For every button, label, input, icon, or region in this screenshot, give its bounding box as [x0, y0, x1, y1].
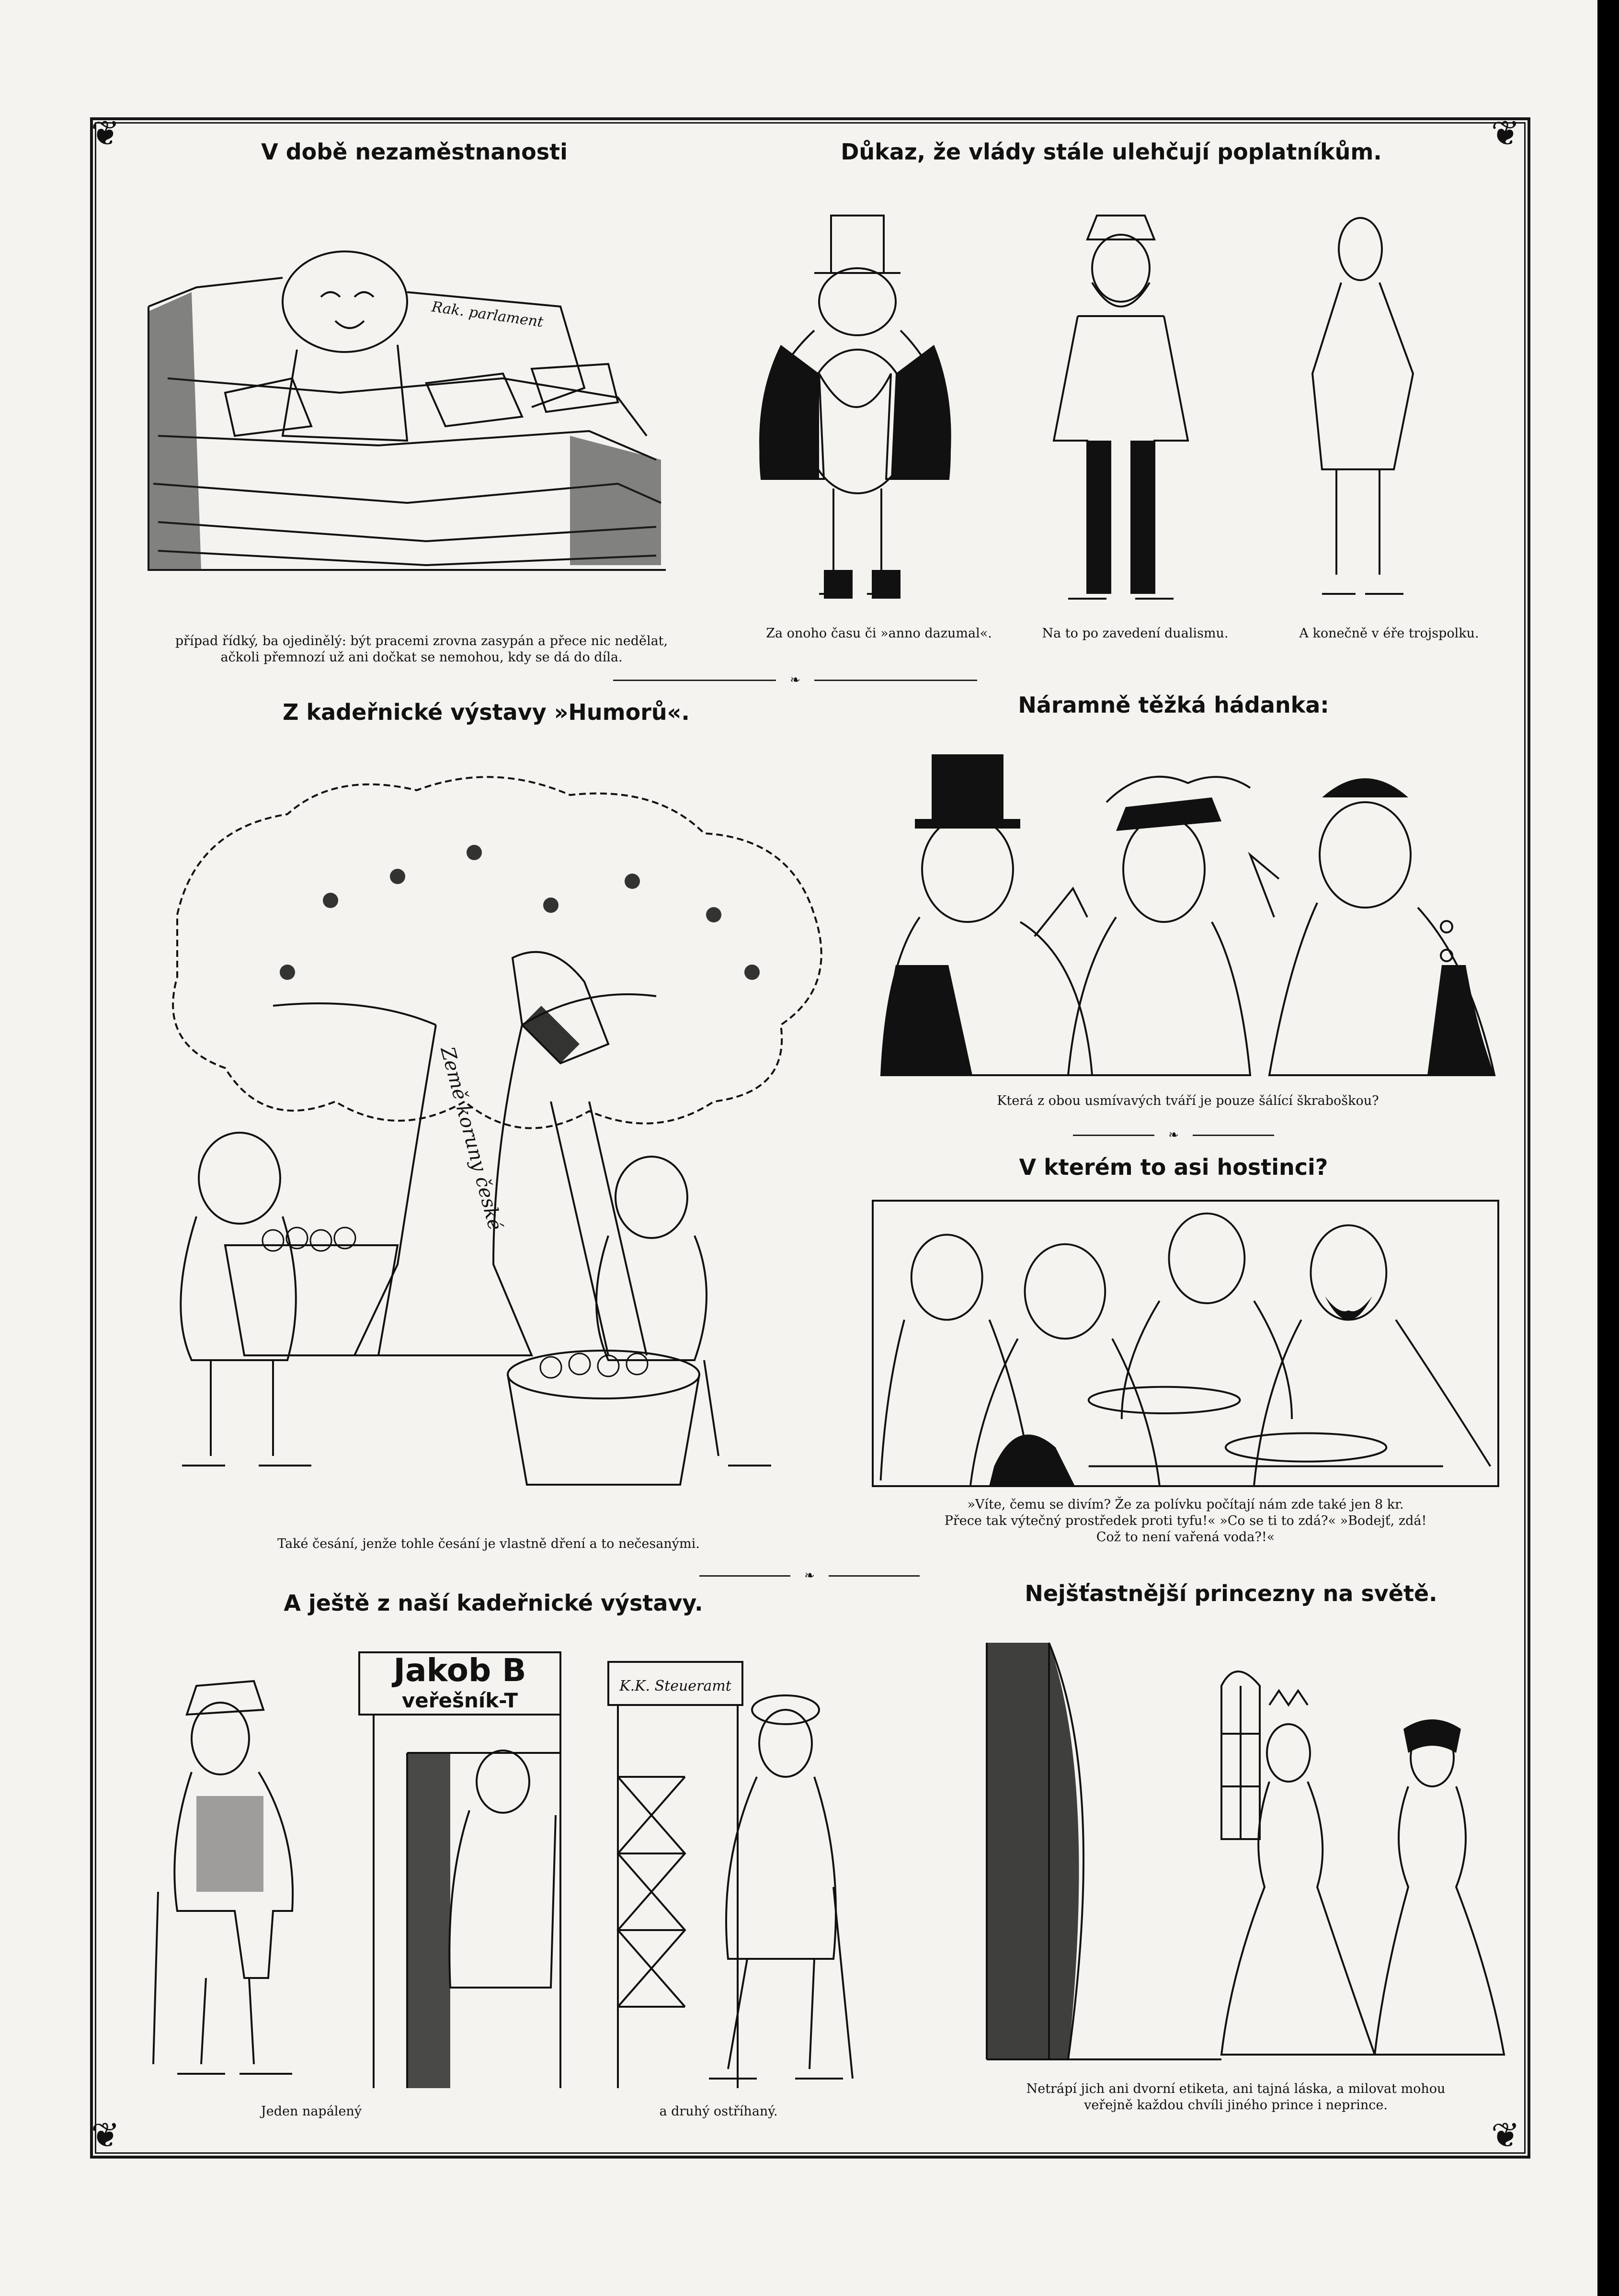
separator-2	[1073, 1128, 1274, 1142]
title-unemployment: V době nezaměstnanosti	[261, 139, 568, 165]
caption-proof-3: A konečně v éře trojspolku.	[1299, 626, 1479, 641]
sign-vetesnik: veřešník-T	[401, 1689, 518, 1712]
separator-3-ornament: ❧	[804, 1569, 815, 1583]
corner-ornament-bottom-right: ❦	[1491, 2115, 1520, 2155]
illustration-taxpayer	[690, 1671, 872, 2093]
exhibition2-drawing	[139, 1643, 762, 2093]
illustration-princesses	[982, 1638, 1509, 2064]
title-hairdresser: Z kadeřnické výstavy »Humorů«.	[283, 699, 690, 725]
inscription-tree: Země koruny české	[436, 1044, 506, 1233]
separator-1	[613, 673, 977, 687]
title-exhibition2: A ještě z naší kadeřnické výstavy.	[284, 1590, 703, 1616]
caption-riddle: Která z obou usmívavých tváří je pouze šálící škraboškou?	[997, 1093, 1379, 1108]
caption-unemployment	[115, 633, 728, 666]
illustration-unemployment	[139, 235, 675, 589]
inscription-parliament: Rak. parlament	[430, 298, 545, 331]
taxpayer-drawing	[690, 1671, 872, 2093]
illustration-exhibition2	[139, 1643, 762, 2093]
caption-inn	[877, 1497, 1494, 1546]
separator-3	[699, 1569, 920, 1583]
illustration-inn	[872, 1200, 1499, 1487]
hairdresser-drawing	[129, 757, 848, 1504]
scan-edge	[1597, 0, 1619, 2296]
caption-proof-1: Za onoho času či »anno dazumal«.	[766, 626, 992, 641]
sign-jakob: Jakob B	[393, 1652, 526, 1689]
caption-unemployment-line2: ačkoli přemnozí už ani dočkat se nemohou, kdy se dá do díla.	[220, 650, 623, 665]
illustration-proof	[723, 172, 1475, 618]
separator-1-ornament: ❧	[790, 673, 800, 687]
caption-princesses	[968, 2081, 1504, 2114]
caption-exhibition2-right: a druhý ostříhaný.	[659, 2104, 778, 2119]
caption-proof-2: Na to po zavedení dualismu.	[1042, 626, 1229, 641]
title-proof: Důkaz, že vlády stále ulehčují poplatníkům.	[841, 139, 1382, 165]
unemployment-drawing	[139, 235, 675, 589]
illustration-riddle	[877, 745, 1499, 1080]
title-inn: V kterém to asi hostinci?	[1019, 1154, 1328, 1180]
caption-unemployment-line1: případ řídký, ba ojedinělý: být pracemi zrovna zasypán a přece nic nedělat,	[175, 634, 668, 648]
proof-drawing	[723, 172, 1475, 618]
princesses-drawing	[982, 1638, 1509, 2064]
caption-exhibition2-left: Jeden napálený	[261, 2104, 362, 2119]
caption-inn-line3: Což to není vařená voda?!«	[1096, 1530, 1275, 1545]
illustration-hairdresser	[129, 757, 848, 1504]
separator-2-ornament: ❧	[1168, 1128, 1179, 1142]
title-riddle: Náramně těžká hádanka:	[1018, 692, 1329, 718]
caption-inn-line1: »Víte, čemu se divím? Že za polívku počítají nám zde také jen 8 kr.	[967, 1497, 1404, 1512]
caption-inn-line2: Přece tak výtečný prostředek proti tyfu!« »Co se ti to zdá?« »Bodejť, zdá!	[944, 1513, 1427, 1528]
corner-ornament-top-left: ❦	[91, 113, 120, 153]
corner-ornament-bottom-left: ❦	[91, 2115, 120, 2155]
inn-drawing	[874, 1202, 1497, 1485]
caption-princesses-line1: Netrápí jich ani dvorní etiketa, ani tajná láska, a milovat mohou	[1026, 2081, 1446, 2096]
corner-ornament-top-right: ❦	[1491, 113, 1520, 153]
title-princesses: Nejšťastnější princezny na světě.	[1025, 1580, 1437, 1606]
riddle-drawing	[877, 745, 1499, 1080]
sign-steueramt: K.K. Steueramt	[619, 1678, 731, 1694]
caption-hairdresser: Také česání, jenže tohle česání je vlastně dření a to nečesanými.	[277, 1536, 700, 1551]
caption-princesses-line2: veřejně každou chvíli jiného prince i neprince.	[1084, 2098, 1388, 2113]
